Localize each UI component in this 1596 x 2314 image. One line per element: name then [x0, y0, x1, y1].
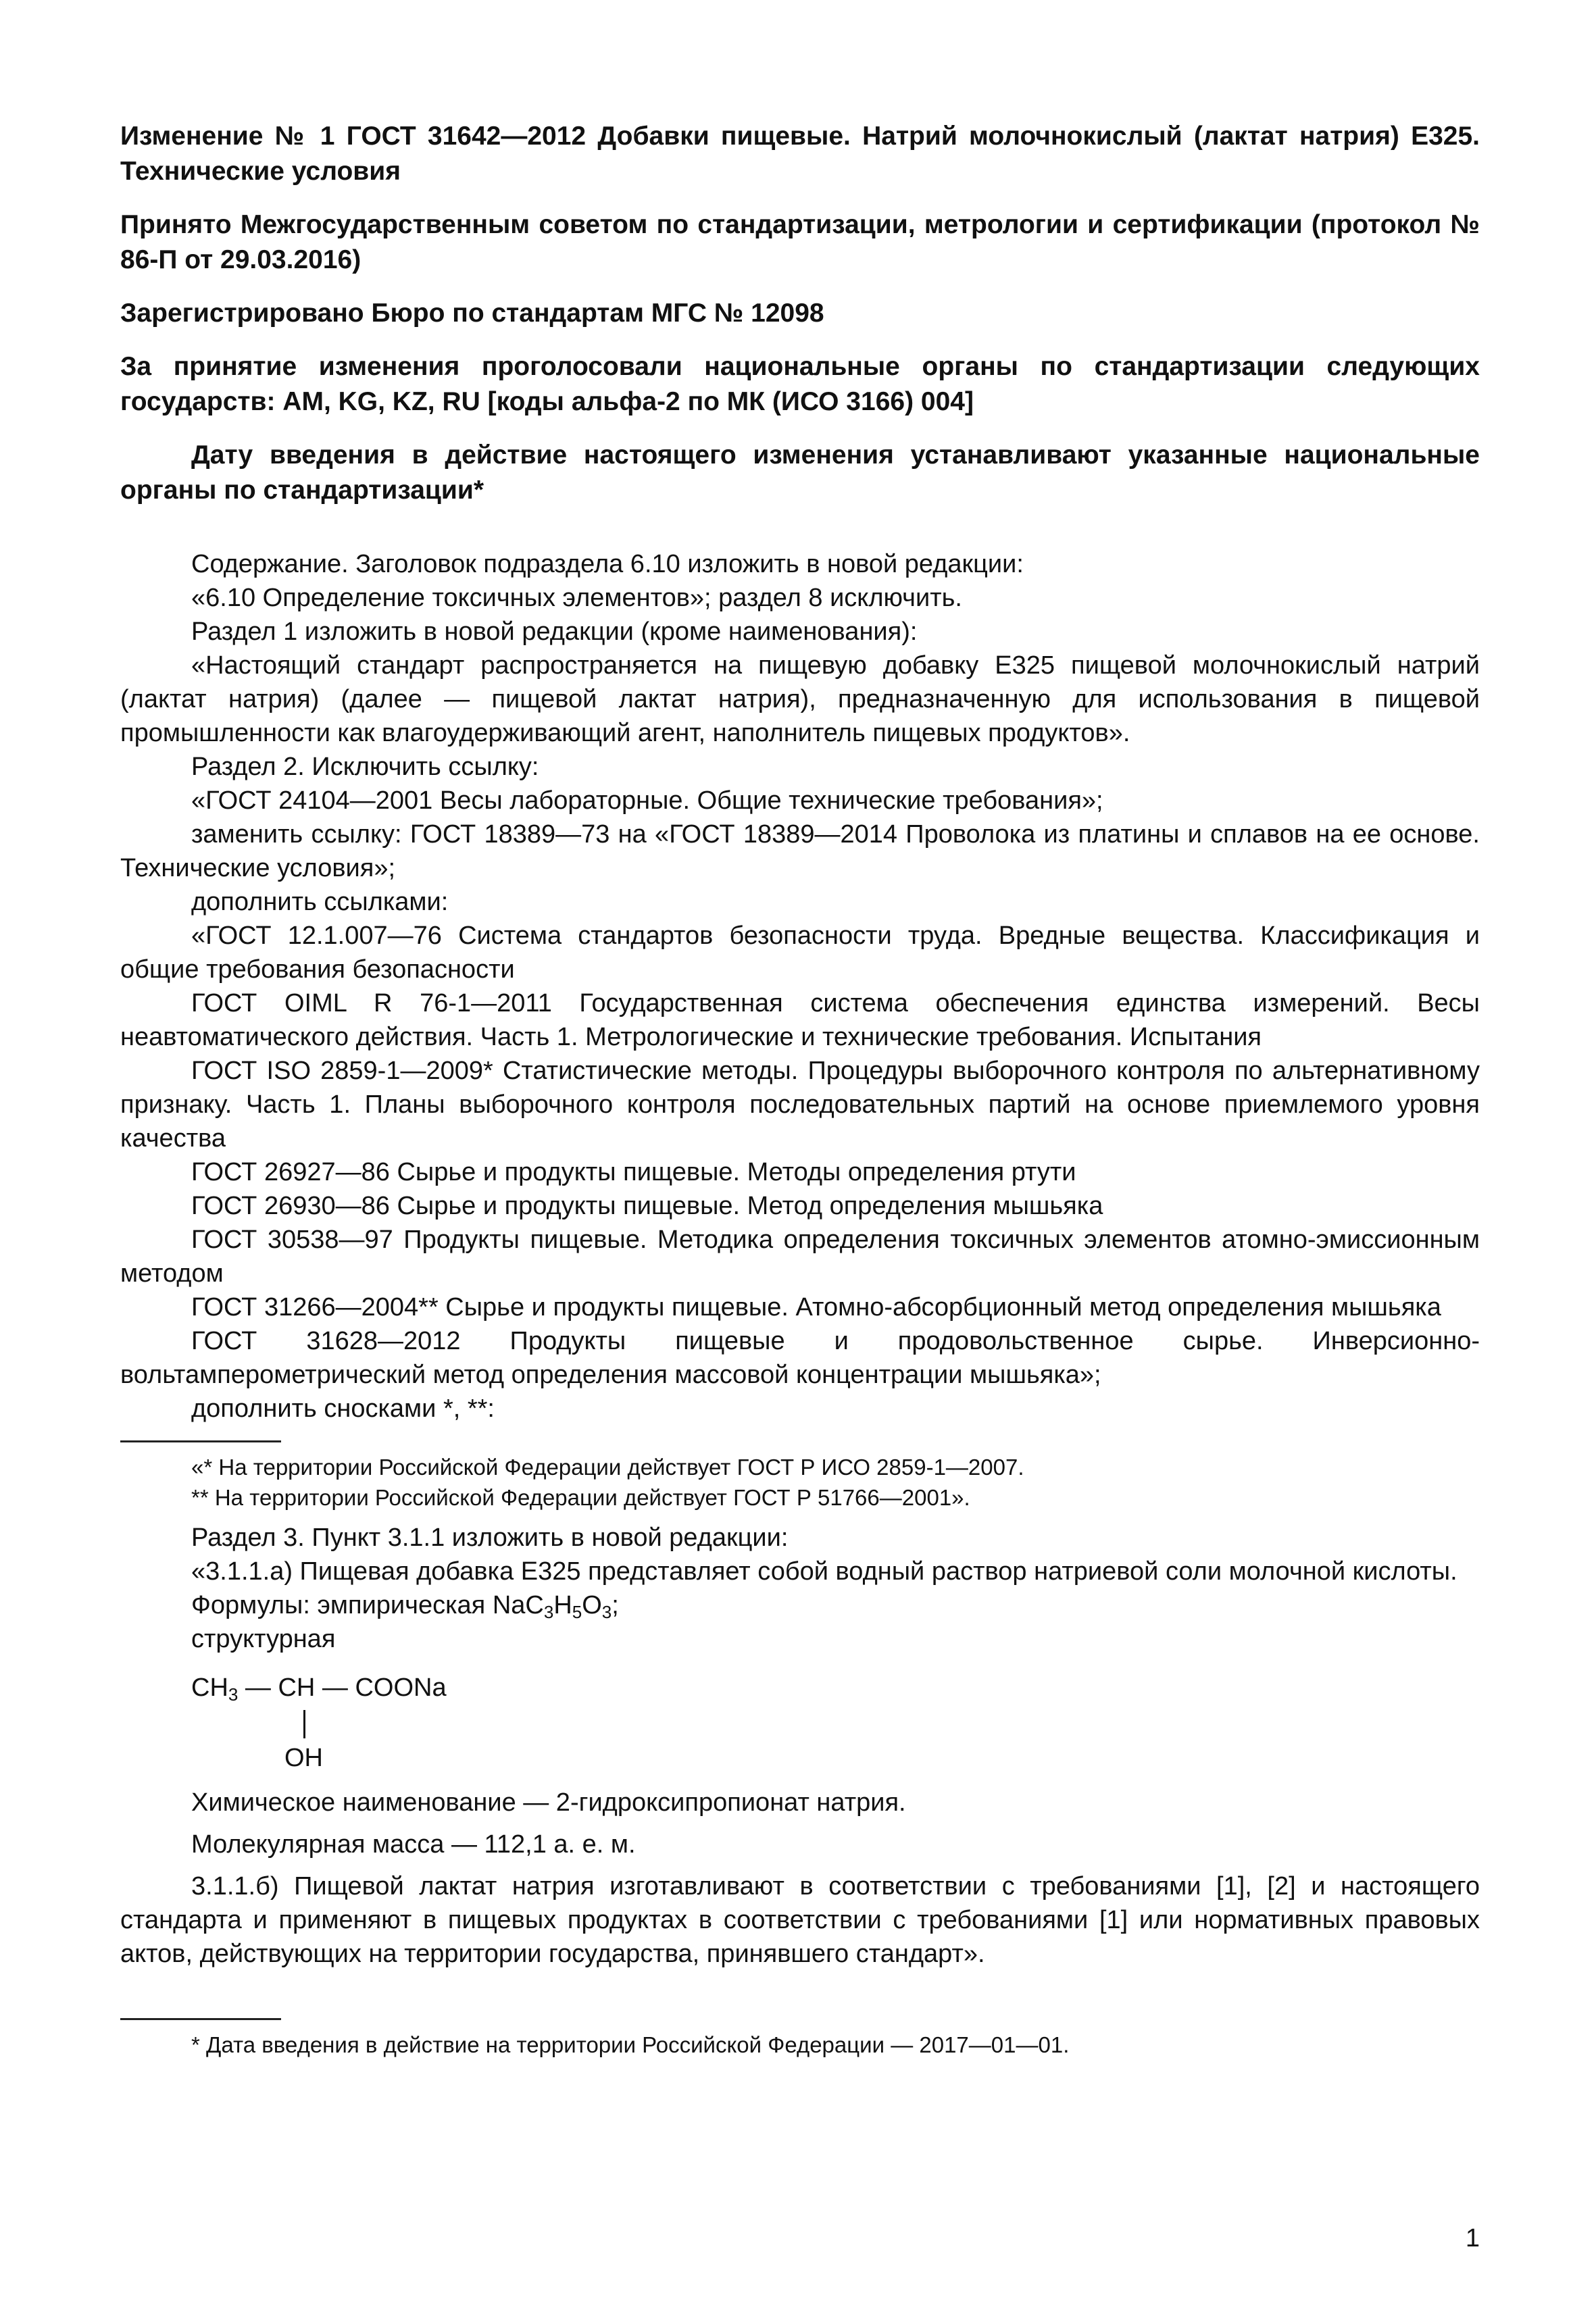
formula-bond-line [303, 1710, 305, 1738]
paragraph: Химическое наименование — 2-гидроксипропионат натрия. [191, 1788, 906, 1817]
paragraph: Раздел 1 изложить в новой редакции (кроме наименования): [191, 618, 918, 646]
paragraph: Раздел 2. Исключить ссылку: [191, 753, 539, 781]
footnote: ** На территории Российской Федерации действует ГОСТ Р 51766—2001». [191, 1485, 970, 1510]
effective-date-note: Дату введения в действие настоящего изменения устанавливают указанные национальные органы по стандартизации* [120, 441, 1480, 505]
paragraph: структурная [191, 1625, 336, 1653]
reference-item: ГОСТ 30538—97 Продукты пищевые. Методика определения токсичных элементов атомно-эмиссионным методом [120, 1226, 1480, 1288]
paragraph: Содержание. Заголовок подраздела 6.10 изложить в новой редакции: [191, 550, 1024, 578]
paragraph: заменить ссылку: ГОСТ 18389—73 на «ГОСТ 18389—2014 Проволока из платины и сплавов на ее основе. Технические условия»; [120, 820, 1480, 882]
paragraph: «3.1.1.а) Пищевая добавка Е325 представляет собой водный раствор натриевой соли молочной кислоты. [191, 1557, 1457, 1586]
document-body [120, 547, 1480, 2060]
reference-item: ГОСТ OIML R 76-1—2011 Государственная система обеспечения единства измерений. Весы неавтоматического действия. Часть 1. Метрологические и технические требования. Испытания [120, 989, 1480, 1051]
inline-footnotes [120, 1452, 1480, 1513]
reference-item: ГОСТ 31266—2004** Сырье и продукты пищевые. Атомно-абсорбционный метод определения мышьяка [191, 1293, 1441, 1322]
formula-hydroxyl: OH [284, 1744, 323, 1772]
paragraph: «ГОСТ 24104—2001 Весы лабораторные. Общие технические требования»; [191, 786, 1103, 815]
paragraph: 3.1.1.б) Пищевой лактат натрия изготавливают в соответствии с требованиями [1], [2] и настоящего стандарта и применяют в пищевых продуктах в соответствии с требованиями [1] или нормативных правовых актов, действующих на территории государства, принявшего стандарт». [120, 1872, 1480, 1968]
page-number: 1 [1465, 2224, 1480, 2253]
adoption-statement: Принято Межгосударственным советом по стандартизации, метрологии и сертификации (протокол № 86-П от 29.03.2016) [120, 210, 1480, 274]
paragraph: «Настоящий стандарт распространяется на пищевую добавку Е325 пищевой молочнокислый натрий (лактат натрия) (далее — пищевой лактат натрия), предназначенную для использования в пищевой промышленности как влагоудерживающий агент, наполнитель пищевых продуктов». [120, 651, 1480, 747]
footnote-divider [120, 1440, 281, 1442]
reference-item: «ГОСТ 12.1.007—76 Система стандартов безопасности труда. Вредные вещества. Классификация и общие требования безопасности [120, 922, 1480, 984]
footnote-divider [120, 2018, 281, 2020]
paragraph: «6.10 Определение токсичных элементов»; раздел 8 исключить. [191, 584, 962, 612]
registration-statement: Зарегистрировано Бюро по стандартам МГС № 12098 [120, 299, 824, 328]
document-header [120, 119, 1480, 508]
empirical-formula: Формулы: эмпирическая $NaC_3H_5O_3$; [191, 1591, 619, 1622]
footnote: «* На территории Российской Федерации действует ГОСТ Р ИСО 2859-1—2007. [191, 1455, 1024, 1480]
reference-item: ГОСТ 26930—86 Сырье и продукты пищевые. Метод определения мышьяка [191, 1192, 1103, 1220]
paragraph: дополнить сносками *, **: [191, 1394, 495, 1423]
structural-formula [191, 1671, 1480, 1779]
reference-item: ГОСТ ISO 2859-1—2009* Статистические методы. Процедуры выборочного контроля по альтернативному признаку. Часть 1. Планы выборочного контроля последовательных партий на основе приемлемого уровня качества [120, 1057, 1480, 1153]
footnote: * Дата введения в действие на территории Российской Федерации — 2017—01—01. [191, 2032, 1070, 2057]
paragraph: Раздел 3. Пункт 3.1.1 изложить в новой редакции: [191, 1524, 789, 1552]
document-title: Изменение № 1 ГОСТ 31642—2012 Добавки пищевые. Натрий молочнокислый (лактат натрия) Е325. Технические условия [120, 122, 1480, 186]
paragraph: Молекулярная масса — 112,1 а. е. м. [191, 1830, 636, 1859]
formula-main-chain: $CH_3$ — CH — COONa [191, 1674, 447, 1705]
page-footnote [120, 2030, 1480, 2060]
reference-item: ГОСТ 26927—86 Сырье и продукты пищевые. Методы определения ртути [191, 1158, 1076, 1186]
paragraph: дополнить ссылками: [191, 888, 449, 916]
reference-item: ГОСТ 31628—2012 Продукты пищевые и продовольственное сырье. Инверсионно-вольтамперометрический метод определения массовой концентрации мышьяка»; [120, 1327, 1480, 1389]
voting-statement: За принятие изменения проголосовали национальные органы по стандартизации следующих государств: AM, KG, KZ, RU [коды альфа-2 по МК (ИСО 3166) 004] [120, 352, 1480, 416]
